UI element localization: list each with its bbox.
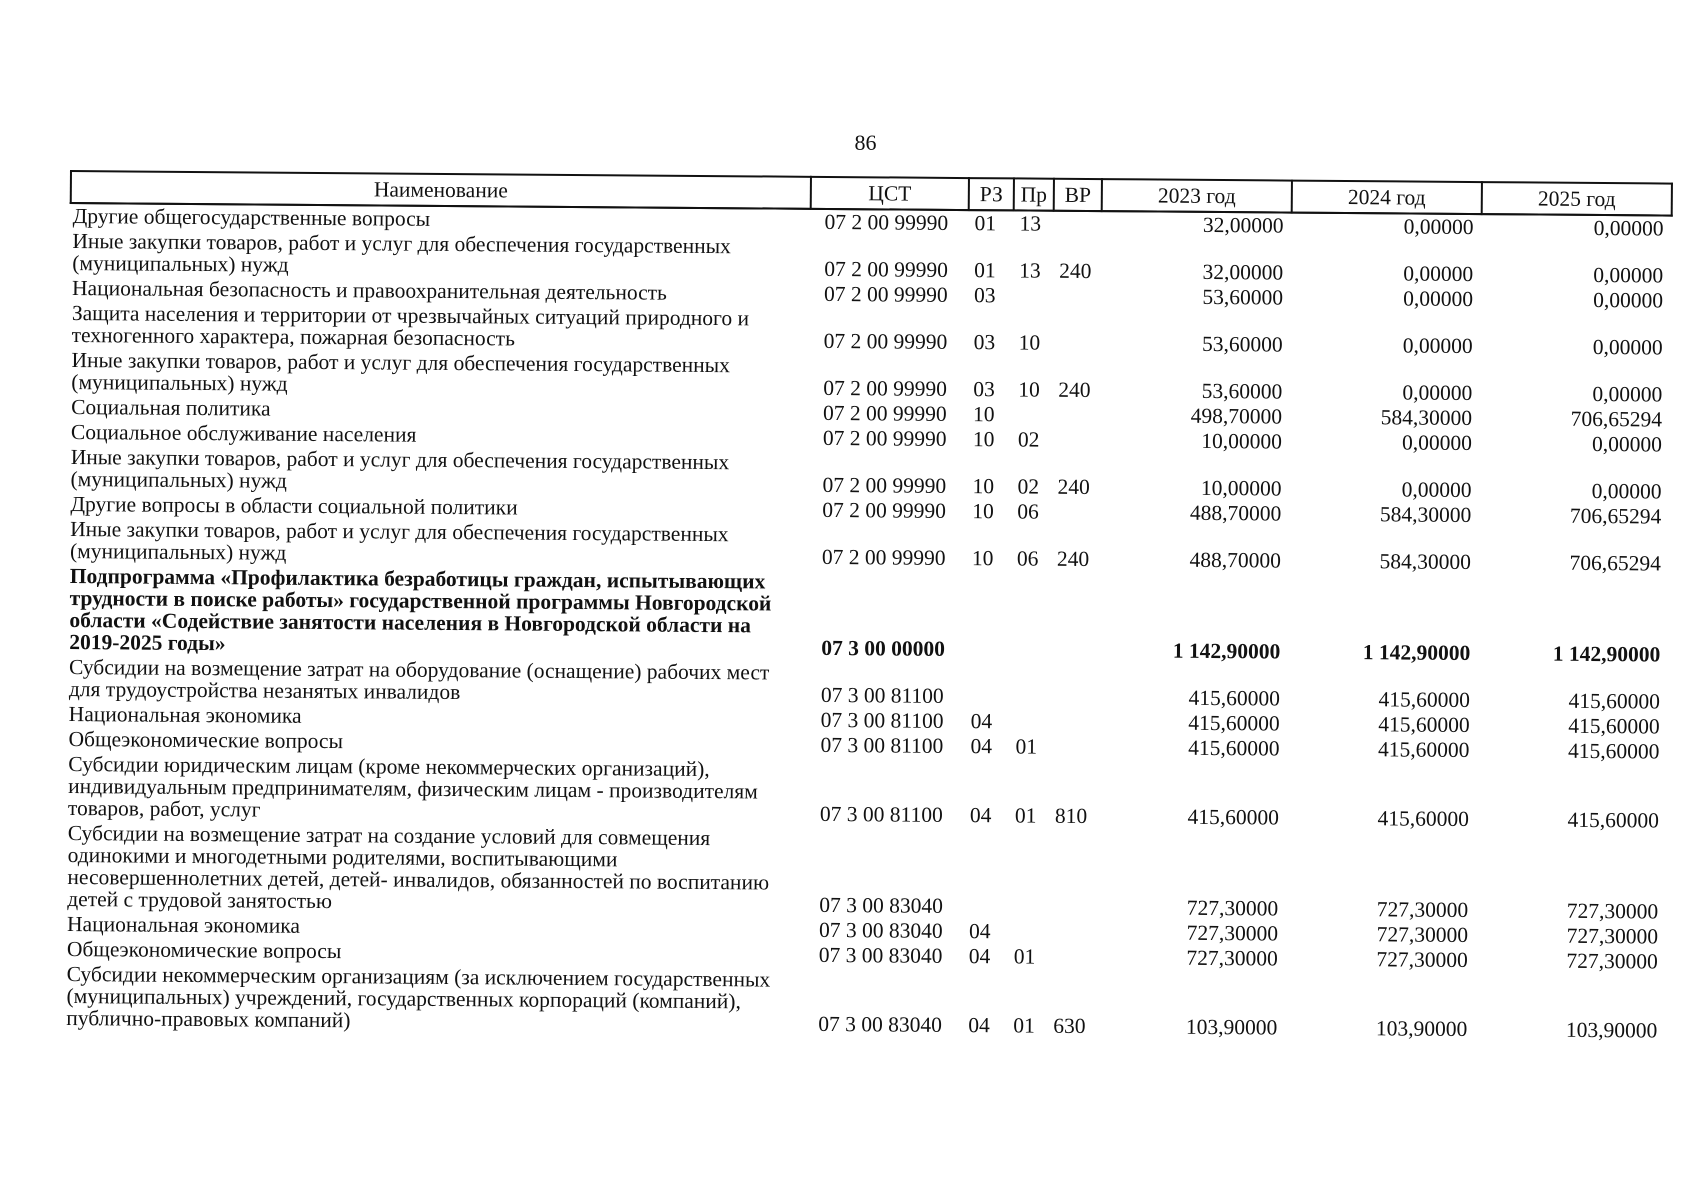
header-rz: РЗ: [969, 178, 1014, 210]
row-cst-cell: 07 2 00 99990: [823, 328, 948, 354]
table-row: [66, 752, 1667, 834]
row-pr-cell: [1008, 919, 1048, 944]
row-rz-cell: 03: [973, 330, 996, 355]
row-vr-cell: 630: [1053, 1013, 1086, 1039]
row-pr-cell: [1013, 283, 1053, 308]
row-vr-cell: [1050, 663, 1098, 710]
row-cst-cell: 07 3 00 81100: [820, 707, 944, 733]
row-2024-value: 103,90000: [1375, 1016, 1468, 1042]
row-pr-cell: 06: [1016, 546, 1039, 571]
row-2025-value: 727,30000: [1566, 898, 1659, 924]
row-name-cell: Другие общегосударственные вопросы: [72, 204, 431, 231]
row-2023-value: 10,00000: [1201, 428, 1282, 454]
row-2024-value: 727,30000: [1376, 897, 1469, 923]
row-cst-cell: 07 3 00 83040: [818, 917, 943, 943]
row-pr-cell: 10: [1018, 377, 1040, 402]
row-pr-cell: 01: [1013, 1013, 1035, 1038]
row-2023-value: 488,70000: [1189, 547, 1282, 573]
row-rz-cell: 04: [969, 803, 992, 828]
row-2024-value: 0,00000: [1403, 214, 1474, 240]
row-rz-cell: 04: [970, 734, 993, 759]
row-cst-cell: 07 2 00 99990: [823, 281, 948, 307]
row-cst-cell: 07 2 00 99990: [822, 497, 947, 523]
row-vr-cell: [1051, 500, 1099, 525]
row-name-cell: Иные закупки товаров, работ и услуг для обеспечения государственных (муниципальных) нужд: [70, 445, 730, 493]
row-2025-value: 727,30000: [1566, 923, 1659, 949]
row-vr-cell: 240: [1058, 377, 1091, 403]
row-2024-value: 415,60000: [1377, 806, 1470, 832]
row-vr-cell: [1048, 945, 1096, 970]
row-name-cell: Социальное обслуживание населения: [70, 420, 417, 447]
row-pr-cell: 02: [1017, 427, 1040, 452]
row-2023-value: 415,60000: [1188, 710, 1280, 736]
table-row: [67, 564, 1669, 668]
row-2025-value: 415,60000: [1568, 738, 1660, 764]
header-2024: 2024 год: [1292, 181, 1482, 214]
row-2023-value: 10,00000: [1200, 475, 1282, 501]
row-2025-value: 415,60000: [1568, 713, 1660, 739]
row-rz-cell: 01: [974, 258, 996, 283]
row-2023-value: 415,60000: [1187, 804, 1280, 830]
row-name-cell: Субсидии юридическим лицам (кроме некоммерческих организаций), индивидуальным предпринимателям, физическим лицам - производителям товаров, работ, услуг: [67, 752, 758, 822]
row-vr-cell: [1053, 284, 1101, 309]
row-pr-cell: 10: [1018, 330, 1041, 355]
row-vr-cell: [1048, 829, 1097, 920]
header-2023: 2023 год: [1102, 179, 1292, 212]
row-2025-value: 0,00000: [1593, 287, 1664, 313]
row-pr-cell: 01: [1015, 734, 1038, 759]
header-pr: Пр: [1014, 178, 1054, 210]
row-2024-value: 415,60000: [1378, 737, 1470, 763]
budget-table: [63, 170, 1673, 1044]
row-2023-value: 498,70000: [1190, 403, 1283, 429]
row-cst-cell: 07 2 00 99990: [822, 472, 947, 498]
row-2024-value: 415,60000: [1378, 712, 1470, 738]
row-vr-cell: [1048, 920, 1096, 945]
row-2024-value: 0,00000: [1402, 333, 1473, 359]
row-rz-cell: 04: [968, 944, 991, 969]
row-2024-value: 0,00000: [1401, 477, 1472, 503]
header-name: Наименование: [71, 171, 811, 209]
row-vr-cell: [1054, 211, 1102, 237]
row-cst-cell: 07 2 00 99990: [824, 256, 948, 282]
table-row: [64, 962, 1665, 1044]
row-2023-value: 727,30000: [1186, 945, 1278, 971]
row-name-cell: Иные закупки товаров, работ и услуг для обеспечения государственных (муниципальных) нужд: [69, 517, 729, 565]
row-2023-value: 488,70000: [1189, 500, 1282, 526]
row-2025-value: 706,65294: [1570, 406, 1663, 432]
row-2025-value: 727,30000: [1566, 948, 1658, 974]
row-cst-cell: 07 3 00 83040: [818, 942, 943, 968]
row-rz-cell: [963, 828, 1009, 919]
row-cst-cell: 07 3 00 81100: [819, 801, 943, 827]
row-pr-cell: 13: [1019, 211, 1042, 236]
row-2025-value: 415,60000: [1567, 807, 1660, 833]
row-2025-value: 0,00000: [1593, 215, 1664, 241]
row-2023-value: 1 142,90000: [1172, 638, 1281, 664]
row-2025-value: 0,00000: [1592, 381, 1663, 407]
row-2023-value: 727,30000: [1186, 895, 1279, 921]
row-pr-cell: [1012, 402, 1052, 427]
table-body: [64, 203, 1671, 1044]
row-name-cell: Национальная экономика: [68, 702, 302, 728]
row-vr-cell: [1053, 309, 1101, 356]
row-name-cell: Защита населения и территории от чрезвычайных ситуаций природного и техногенного характера, пожарная безопасность: [71, 301, 750, 351]
row-name-cell: Субсидии на возмещение затрат на создание условий для совмещения одинокими и многодетными родителями, воспитывающими несовершеннолетних детей, детей- инвалидов, обязанностей по воспитанию детей с трудовой занятостью: [67, 821, 770, 914]
row-2024-value: 584,30000: [1379, 502, 1472, 528]
row-rz-cell: 03: [973, 377, 995, 402]
row-rz-cell: [965, 571, 1011, 662]
row-2025-value: 0,00000: [1593, 262, 1664, 288]
row-rz-cell: 10: [972, 427, 995, 452]
row-name-cell: Национальная безопасность и правоохранительная деятельность: [71, 276, 668, 305]
table-row: [65, 821, 1667, 925]
row-name-cell: Субсидии на возмещение затрат на оборудование (оснащение) рабочих мест для трудоустройства незанятых инвалидов: [68, 655, 770, 705]
row-pr-cell: 01: [1014, 803, 1037, 828]
row-rz-cell: 04: [968, 1013, 990, 1038]
row-cst-cell: 07 2 00 99990: [823, 400, 947, 426]
row-2025-value: 415,60000: [1568, 688, 1660, 714]
row-2024-value: 727,30000: [1376, 922, 1469, 948]
row-2024-value: 0,00000: [1403, 286, 1474, 312]
row-2023-value: 53,60000: [1201, 331, 1283, 357]
row-2025-value: 1 142,90000: [1552, 641, 1661, 667]
row-cst-cell: 07 3 00 81100: [820, 682, 944, 708]
row-cst-cell: 07 3 00 83040: [818, 1011, 943, 1037]
row-vr-cell: 240: [1056, 546, 1090, 572]
row-2024-value: 584,30000: [1380, 405, 1473, 431]
row-2023-value: 32,00000: [1202, 259, 1284, 285]
row-cst-cell: 07 3 00 81100: [820, 732, 944, 758]
row-2024-value: 584,30000: [1379, 549, 1472, 575]
row-pr-cell: 01: [1013, 944, 1036, 969]
row-rz-cell: 01: [974, 211, 997, 236]
row-rz-cell: 10: [973, 402, 995, 427]
row-name-cell: Национальная экономика: [66, 912, 301, 938]
header-cst: ЦСТ: [811, 177, 969, 210]
row-pr-cell: [1010, 662, 1050, 709]
row-pr-cell: 02: [1017, 474, 1040, 499]
row-name-cell: Подпрограмма «Профилактика безработицы граждан, испытывающих трудности в поиске работы» государственной программы Новгородской области «Содействие занятости населения в Новгородской области на 2019-2025 годы»: [69, 564, 772, 656]
row-2023-value: 103,90000: [1185, 1014, 1278, 1040]
row-name-cell: Иные закупки товаров, работ и услуг для обеспечения государственных (муниципальных) нужд: [72, 229, 731, 277]
row-2024-value: 727,30000: [1376, 947, 1468, 973]
row-2024-value: 0,00000: [1402, 380, 1473, 406]
row-2023-value: 415,60000: [1188, 685, 1280, 711]
row-cst-cell: 07 2 00 99990: [823, 375, 948, 401]
row-rz-cell: 03: [973, 283, 996, 308]
row-2024-value: 0,00000: [1401, 430, 1472, 456]
row-pr-cell: 13: [1019, 258, 1041, 283]
row-cst-cell: 07 2 00 99990: [824, 209, 949, 235]
row-2023-value: 415,60000: [1188, 735, 1280, 761]
row-pr-cell: [1010, 571, 1051, 662]
row-vr-cell: 240: [1057, 474, 1090, 500]
row-2024-value: 0,00000: [1403, 261, 1474, 287]
row-vr-cell: [1052, 403, 1100, 428]
row-name-cell: Иные закупки товаров, работ и услуг для обеспечения государственных (муниципальных) нужд: [71, 348, 731, 396]
row-2024-value: 1 142,90000: [1362, 640, 1471, 666]
row-vr-cell: 810: [1054, 803, 1088, 829]
row-name-cell: Субсидии некоммерческим организациям (за исключением государственных (муниципальных) учреждений, государственных корпораций (компаний), публично-правовых компаний): [66, 961, 771, 1033]
row-cst-cell: 07 2 00 99990: [821, 544, 946, 570]
row-pr-cell: [1008, 828, 1049, 919]
row-name-cell: Социальная политика: [71, 395, 271, 421]
row-rz-cell: 10: [972, 474, 995, 499]
row-2024-value: 415,60000: [1378, 687, 1470, 713]
row-vr-cell: [1050, 572, 1099, 663]
row-rz-cell: [965, 662, 1010, 709]
row-2023-value: 53,60000: [1202, 284, 1284, 310]
header-vr: ВР: [1054, 179, 1102, 211]
row-rz-cell: 04: [970, 709, 993, 734]
row-pr-cell: [1010, 709, 1050, 734]
row-2025-value: 706,65294: [1569, 503, 1662, 529]
row-rz-cell: 10: [972, 499, 994, 524]
row-cst-cell: 07 2 00 99990: [822, 425, 947, 451]
page-number: 86: [854, 130, 877, 155]
row-name-cell: Общеэкономические вопросы: [66, 936, 342, 964]
row-2025-value: 706,65294: [1569, 550, 1662, 576]
row-rz-cell: 10: [971, 546, 994, 571]
row-pr-cell: 06: [1017, 499, 1039, 524]
row-2023-value: 53,60000: [1201, 378, 1283, 404]
row-2025-value: 0,00000: [1592, 334, 1663, 360]
row-vr-cell: [1049, 735, 1097, 760]
row-vr-cell: [1052, 428, 1100, 453]
row-2023-value: 727,30000: [1186, 920, 1279, 946]
row-name-cell: Общеэкономические вопросы: [68, 727, 344, 754]
row-2025-value: 103,90000: [1565, 1017, 1658, 1043]
row-name-cell: Другие вопросы в области социальной политики: [70, 492, 518, 520]
row-cst-cell: 07 3 00 00000: [821, 635, 945, 661]
header-2025: 2025 год: [1482, 182, 1672, 215]
row-2023-value: 32,00000: [1202, 212, 1284, 238]
row-2025-value: 0,00000: [1591, 431, 1662, 457]
row-vr-cell: 240: [1059, 258, 1092, 284]
row-rz-cell: 04: [968, 919, 991, 944]
row-2025-value: 0,00000: [1591, 478, 1662, 504]
row-cst-cell: 07 3 00 83040: [819, 892, 943, 918]
row-vr-cell: [1050, 710, 1098, 735]
